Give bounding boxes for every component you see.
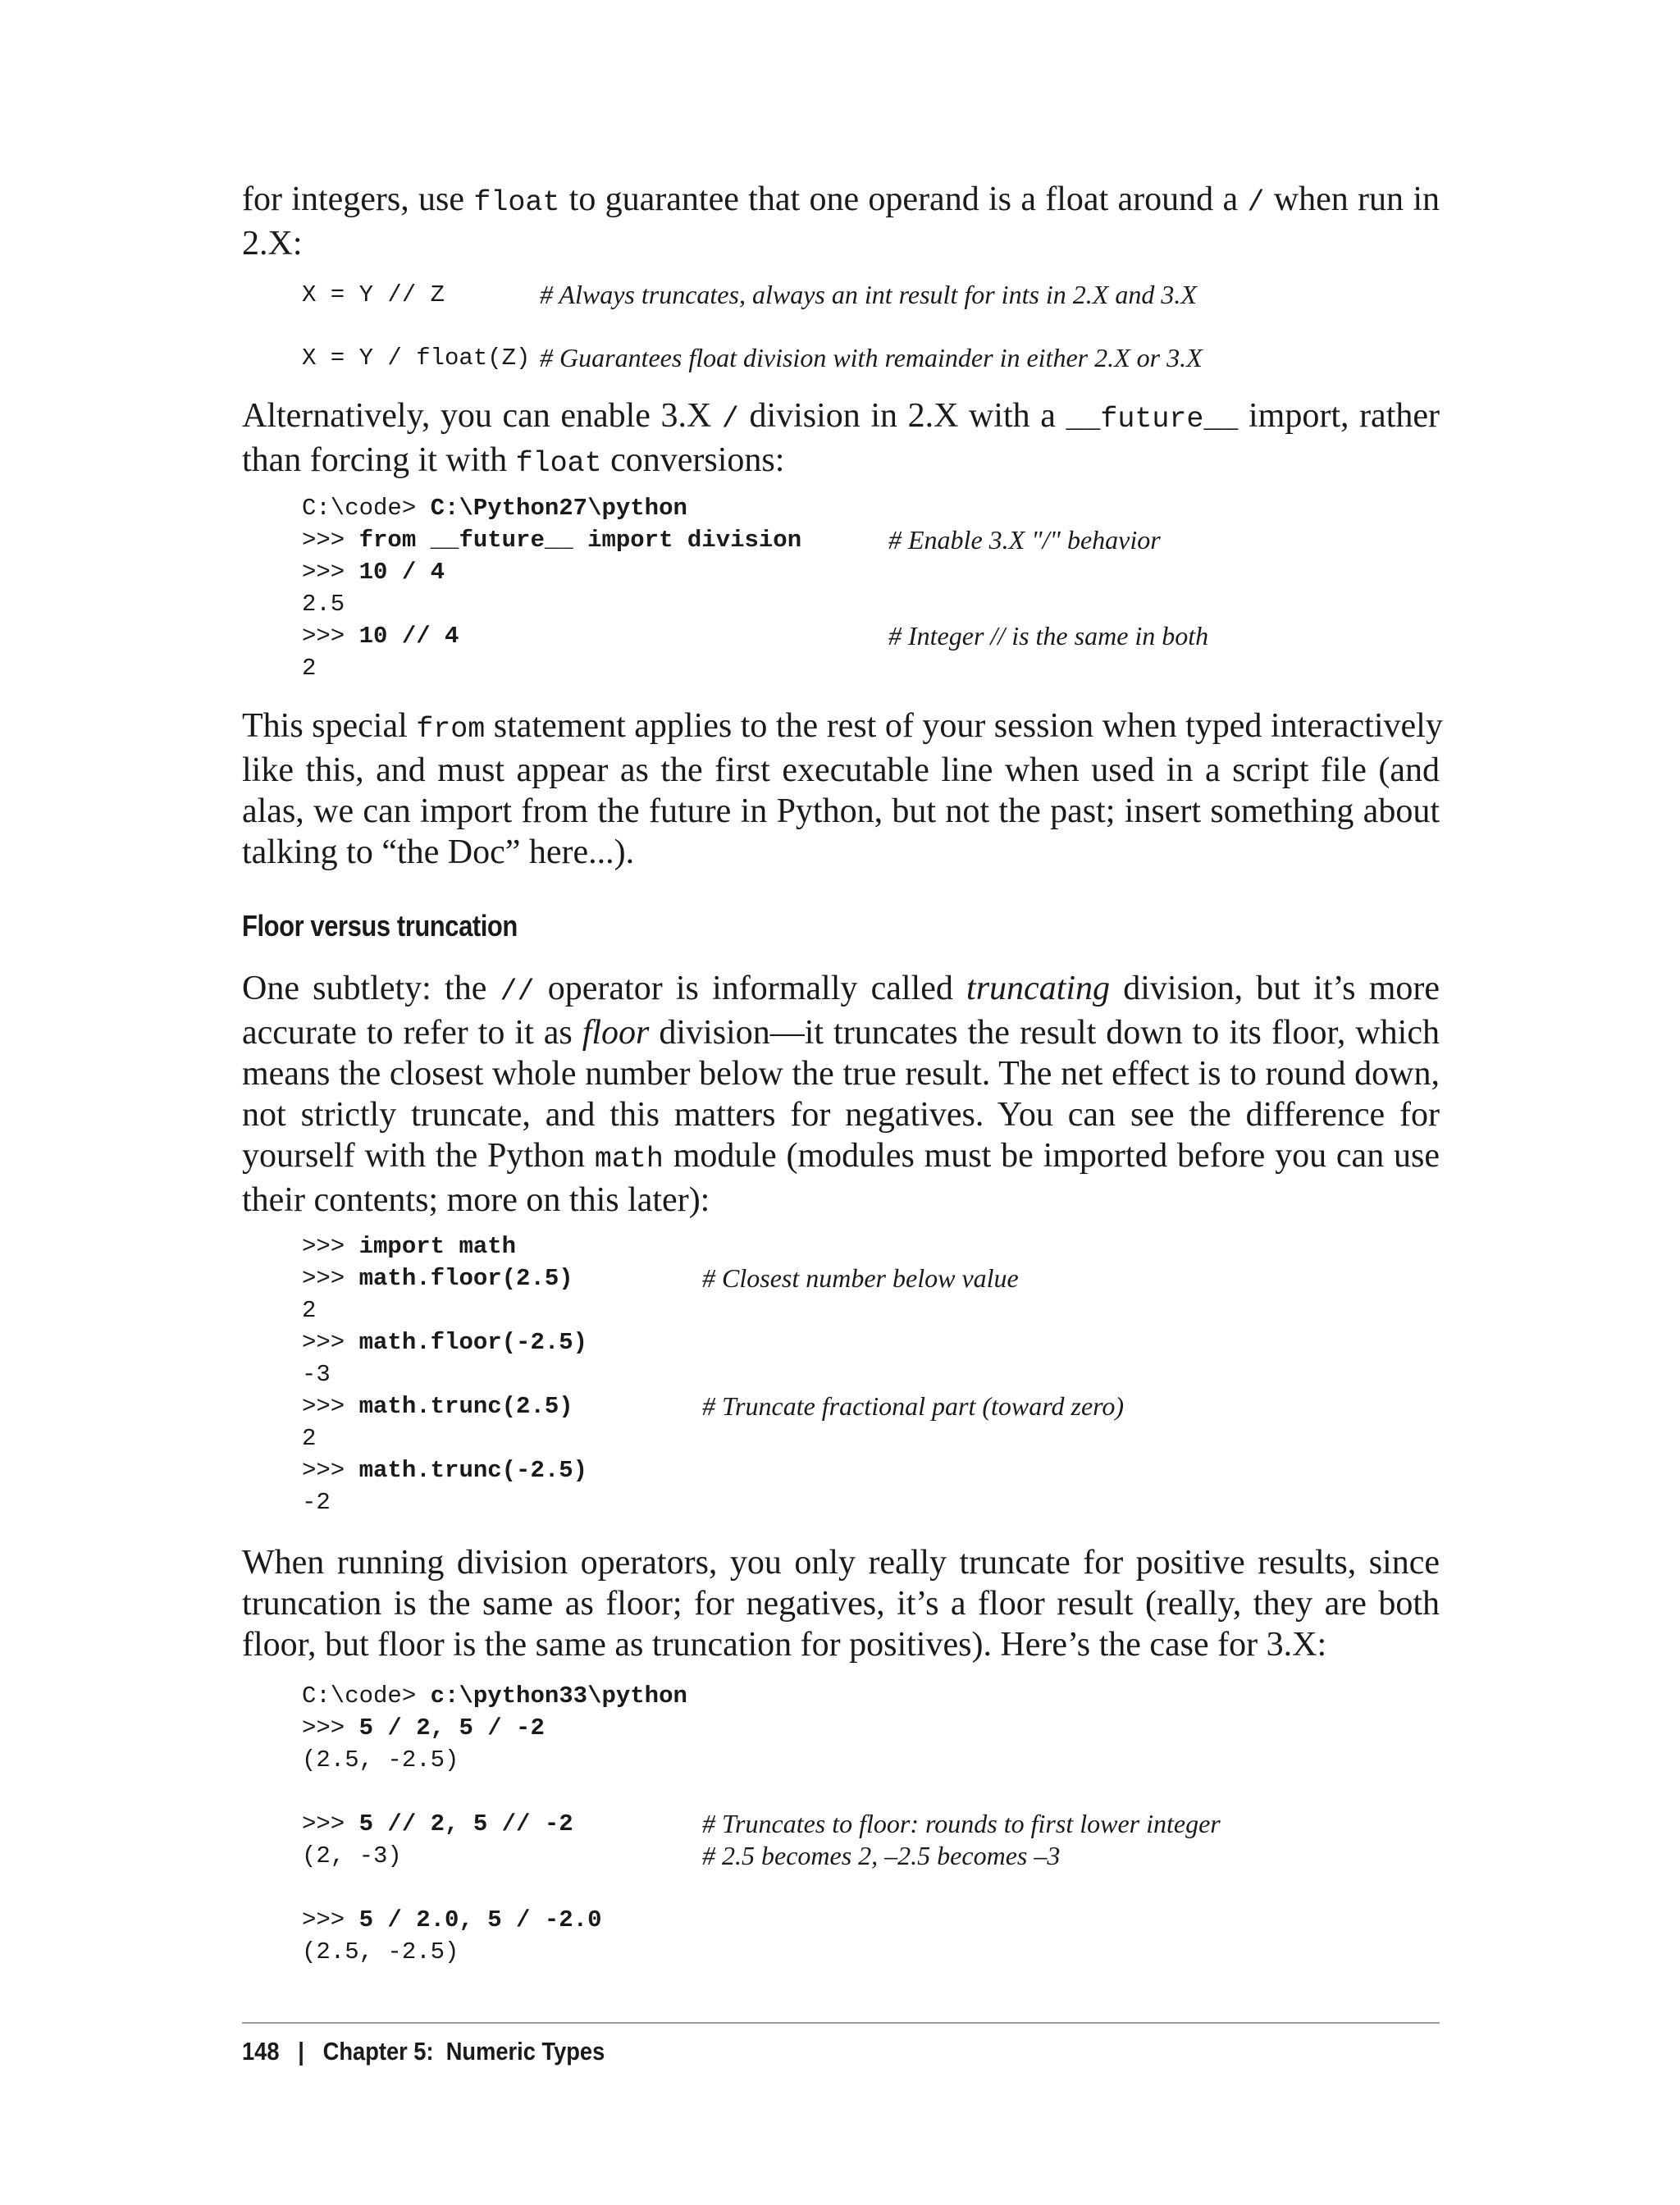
code-line: X = Y / float(Z) # Guarantees float division with remainder in either 2.X or 3.X — [302, 343, 1203, 372]
text-line: When running division operators, you only really truncate for positive results, since — [242, 1544, 1440, 1582]
text-line: truncation is the same as floor; for negatives, it’s a floor result (really, they are both — [242, 1585, 1440, 1623]
code-line: >>> import math — [302, 1233, 517, 1260]
code-comment: # 2.5 becomes 2, –2.5 becomes –3 — [702, 1841, 1061, 1870]
code-block — [302, 279, 1450, 374]
chapter-title: Chapter 5: Numeric Types — [322, 2037, 605, 2066]
code-line: >>> math.floor(-2.5) — [302, 1329, 588, 1356]
text-line: than forcing it with float conversions: — [242, 441, 785, 480]
code-comment: # Guarantees float division with remainder in either 2.X or 3.X — [540, 343, 1203, 372]
code-line: X = Y // Z # Always truncates, always an int result for ints in 2.X and 3.X — [302, 280, 1197, 309]
section-heading: Floor versus truncation — [242, 909, 518, 943]
text-line: means the closest whole number below the true result. The net effect is to round down, — [242, 1055, 1440, 1093]
code-line: >>> 5 / 2, 5 / -2 — [302, 1714, 545, 1742]
code-line: 2 — [302, 1297, 317, 1324]
code-line: >>> math.floor(2.5) # Closest number below value — [302, 1263, 1019, 1293]
footer-separator: | — [298, 2037, 304, 2066]
text-line: Alternatively, you can enable 3.X / division in 2.X with a __future__ import, rather — [242, 397, 1440, 436]
text-line: yourself with the Python math module (modules must be imported before you can use — [242, 1137, 1440, 1176]
footer-rule — [242, 2022, 1440, 2024]
code-comment: # Integer // is the same in both — [888, 621, 1209, 651]
code-line: >>> 10 / 4 — [302, 559, 445, 586]
code-block — [302, 1230, 1450, 1518]
paragraph — [242, 968, 1440, 1221]
code-block — [302, 492, 1450, 684]
code-line: 2 — [302, 1425, 317, 1452]
code-line: >>> from __future__ import division # Enable 3.X "/" behavior — [302, 525, 1161, 555]
code-line: (2.5, -2.5) — [302, 1938, 459, 1965]
page-number: 148 — [242, 2037, 280, 2066]
code-line: (2.5, -2.5) — [302, 1746, 459, 1774]
code-line: >>> math.trunc(-2.5) — [302, 1457, 588, 1484]
code-line: 2.5 — [302, 591, 345, 618]
code-comment: # Enable 3.X "/" behavior — [888, 525, 1161, 555]
code-line: (2, -3) # 2.5 becomes 2, –2.5 becomes –3 — [302, 1841, 1061, 1870]
text-line: 2.X: — [242, 225, 303, 262]
code-line: C:\code> C:\Python27\python — [302, 495, 687, 522]
code-line: 2 — [302, 655, 317, 682]
code-comment: # Truncates to floor: rounds to first lower integer — [702, 1809, 1221, 1838]
text-line: accurate to refer to it as floor division—it truncates the result down to its floor, which — [242, 1014, 1440, 1052]
code-line: >>> math.trunc(2.5) # Truncate fractional part (toward zero) — [302, 1391, 1125, 1421]
text-line: floor, but floor is the same as truncation for positives). Here’s the case for 3.X: — [242, 1626, 1327, 1664]
text-line: for integers, use float to guarantee that one operand is a float around a / when run in — [242, 180, 1440, 219]
code-comment: # Truncate fractional part (toward zero) — [702, 1391, 1125, 1421]
code-line: >>> 10 // 4 # Integer // is the same in both — [302, 621, 1209, 651]
code-block — [302, 1680, 1450, 1968]
text-line: alas, we can import from the future in Python, but not the past; insert something about — [242, 792, 1440, 830]
text-line: their contents; more on this later): — [242, 1181, 710, 1219]
code-line: >>> 5 // 2, 5 // -2 # Truncates to floor: rounds to first lower integer — [302, 1809, 1221, 1838]
paragraph — [242, 705, 1443, 873]
text-line: not strictly truncate, and this matters for negatives. You can see the difference for — [242, 1096, 1440, 1134]
code-line — [302, 1776, 1450, 1808]
code-line — [302, 1872, 1450, 1904]
code-comment: # Always truncates, always an int result for ints in 2.X and 3.X — [540, 280, 1197, 309]
code-comment: # Closest number below value — [702, 1263, 1019, 1293]
paragraph — [242, 1542, 1440, 1665]
text-line: like this, and must appear as the first executable line when used in a script file (and — [242, 751, 1440, 789]
paragraph — [242, 395, 1440, 484]
code-line: -3 — [302, 1361, 331, 1388]
page-footer — [242, 2037, 605, 2066]
text-line: This special from statement applies to the rest of your session when typed interactively — [242, 707, 1443, 746]
code-line: C:\code> c:\python33\python — [302, 1682, 687, 1710]
text-line: talking to “the Doc” here...). — [242, 833, 635, 871]
text-line: One subtlety: the // operator is informally called truncating division, but it’s more — [242, 970, 1440, 1008]
code-line: >>> 5 / 2.0, 5 / -2.0 — [302, 1906, 602, 1933]
paragraph — [242, 179, 1440, 264]
code-line: -2 — [302, 1489, 331, 1516]
